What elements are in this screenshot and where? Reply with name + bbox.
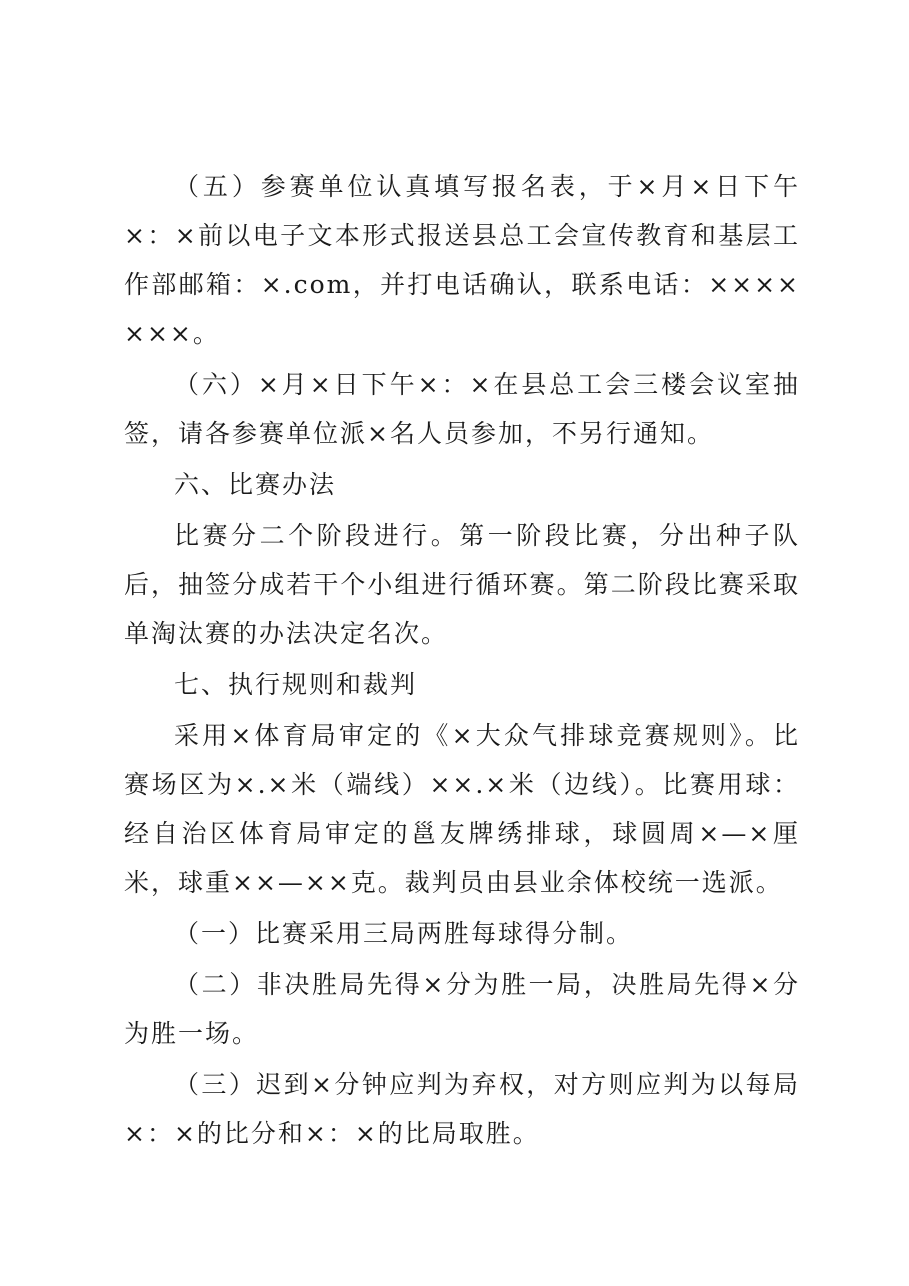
paragraph-rule-1: （一）比赛采用三局两胜每球得分制。 bbox=[174, 919, 634, 948]
section-heading-rules-referees: 七、执行规则和裁判 bbox=[174, 670, 418, 699]
paragraph-competition-method: 比赛分二个阶段进行。第一阶段比赛，分出种子队后，抽签分成若干个小组进行循环赛。第二阶段比赛采取单淘汰赛的办法决定名次。 bbox=[124, 521, 800, 648]
document-body bbox=[124, 162, 800, 1160]
paragraph-rule-2: （二）非决胜局先得×分为胜一局，决胜局先得×分为胜一场。 bbox=[124, 970, 800, 1048]
paragraph-rule-3: （三）迟到×分钟应判为弃权，对方则应判为以每局×：×的比分和×：×的比局取胜。 bbox=[124, 1070, 800, 1148]
section-heading-competition-method: 六、比赛办法 bbox=[174, 470, 337, 499]
paragraph-rules: 采用×体育局审定的《×大众气排球竞赛规则》。比赛场区为×.×米（端线）××.×米（边线）。比赛用球：经自治区体育局审定的邕友牌绣排球，球圆周×—×厘米，球重××—××克。裁判员由县业余体校统一选派。 bbox=[124, 721, 800, 897]
paragraph-draw: （六）×月×日下午×：×在县总工会三楼会议室抽签，请各参赛单位派×名人员参加，不另行通知。 bbox=[124, 370, 800, 448]
paragraph-registration: （五）参赛单位认真填写报名表，于×月×日下午×：×前以电子文本形式报送县总工会宣传教育和基层工作部邮箱：×.com，并打电话确认，联系电话：×××××××。 bbox=[124, 172, 800, 348]
